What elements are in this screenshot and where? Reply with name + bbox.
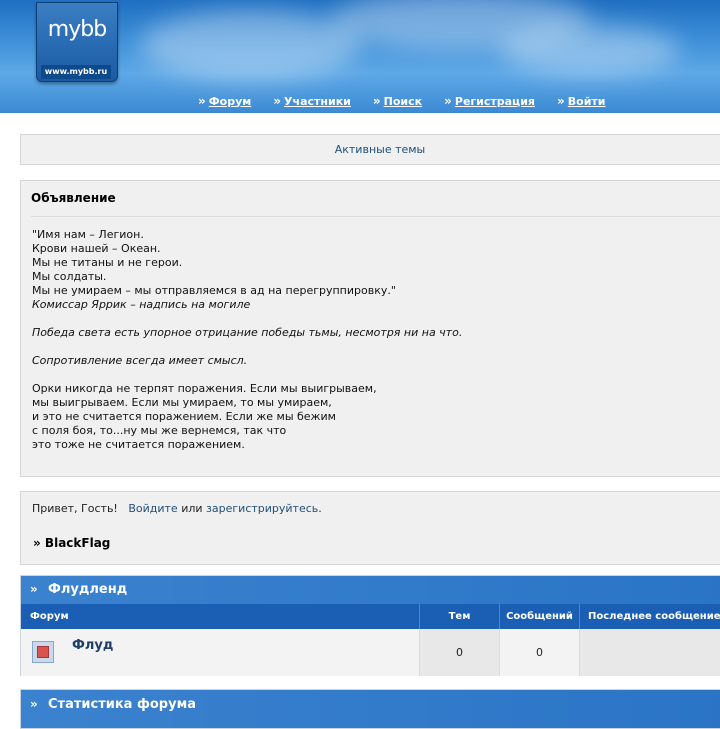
divider (31, 216, 720, 217)
login-link[interactable]: Войдите (128, 502, 178, 515)
forum-posts-count: 0 (499, 629, 579, 676)
forum-link[interactable]: Флуд (72, 638, 114, 653)
or-text: или (181, 502, 203, 515)
nav-item-register[interactable] (444, 94, 535, 108)
announcement-line: с поля боя, то...ну мы же вернемся, так что (32, 424, 287, 437)
period-text: . (318, 502, 322, 515)
double-chevron-icon: » (198, 94, 203, 108)
forum-stats-header (20, 689, 720, 729)
announcement-line (32, 340, 462, 354)
forum-table-header (21, 604, 720, 629)
nav-item-login[interactable] (557, 94, 606, 108)
double-chevron-icon: » (444, 94, 449, 108)
welcome-panel (20, 491, 720, 565)
col-forum: Форум (30, 611, 69, 622)
announcement-line (32, 312, 462, 326)
category-title[interactable]: Флудленд (48, 582, 128, 597)
double-chevron-icon: » (556, 94, 562, 108)
announcement-line (32, 368, 462, 382)
stats-title: Статистика форума (48, 697, 196, 712)
col-last-post: Последнее сообщение (579, 604, 720, 629)
announcement-line: Мы солдаты. (32, 270, 107, 283)
double-chevron-icon: » (372, 94, 378, 108)
double-chevron-icon: » (273, 94, 279, 108)
col-posts: Сообщений (499, 604, 579, 629)
mybb-logo[interactable] (36, 2, 118, 82)
announcement-title: Объявление (31, 191, 116, 205)
announcement-line: и это не считается поражением. Если же мы бежим (32, 410, 336, 423)
announcement-line: "Имя нам – Легион. (32, 228, 144, 241)
logo-text: mybb (47, 17, 107, 42)
register-link[interactable]: зарегистрируйтесь (206, 502, 319, 515)
announcement-panel (20, 180, 720, 477)
nav-item-forum[interactable] (198, 94, 251, 108)
nav-link-search[interactable]: Поиск (383, 94, 423, 108)
announcement-line: Сопротивление всегда имеет смысл. (32, 354, 248, 367)
nav-link-register[interactable]: Регистрация (454, 94, 535, 108)
nav-item-members[interactable] (273, 94, 351, 108)
nav-link-members[interactable]: Участники (284, 94, 351, 108)
active-topics-link[interactable]: Активные темы (334, 143, 426, 156)
breadcrumb[interactable]: » BlackFlag (33, 536, 111, 550)
col-topics: Тем (419, 604, 499, 629)
forum-last-post (579, 629, 720, 676)
table-row (21, 629, 720, 676)
announcement-line: Мы не умираем – мы отправляемся в ад на перегруппировку." (32, 284, 396, 297)
main-nav (198, 94, 627, 108)
nav-link-login[interactable]: Войти (567, 94, 606, 108)
announcement-line: это тоже не считается поражением. (32, 438, 245, 451)
announcement-line: Победа света есть упорное отрицание победы тьмы, несмотря ни на что. (32, 326, 463, 339)
announcement-body (32, 228, 462, 452)
forum-topics-count: 0 (419, 629, 499, 676)
logo-url: www.mybb.ru (41, 65, 111, 79)
announcement-line: Орки никогда не терпят поражения. Если мы выигрываем, (32, 382, 377, 395)
active-topics-bar (20, 134, 720, 165)
nav-item-search[interactable] (373, 94, 422, 108)
nav-link-forum[interactable]: Форум (208, 94, 252, 108)
announcement-line: Комиссар Яррик – надпись на могиле (32, 298, 251, 311)
category-header (21, 576, 720, 604)
double-chevron-icon: » (30, 697, 35, 711)
forum-status-icon (32, 641, 54, 663)
forum-header (0, 0, 720, 113)
announcement-line: Крови нашей – Океан. (32, 242, 161, 255)
category-floodland (20, 575, 720, 676)
welcome-message (32, 502, 322, 515)
announcement-line: мы выигрываем. Если мы умираем, то мы умираем, (32, 396, 332, 409)
announcement-line: Мы не титаны и не герои. (32, 256, 183, 269)
double-chevron-icon: » (30, 582, 35, 596)
greeting-text: Привет, Гость! (32, 502, 118, 515)
